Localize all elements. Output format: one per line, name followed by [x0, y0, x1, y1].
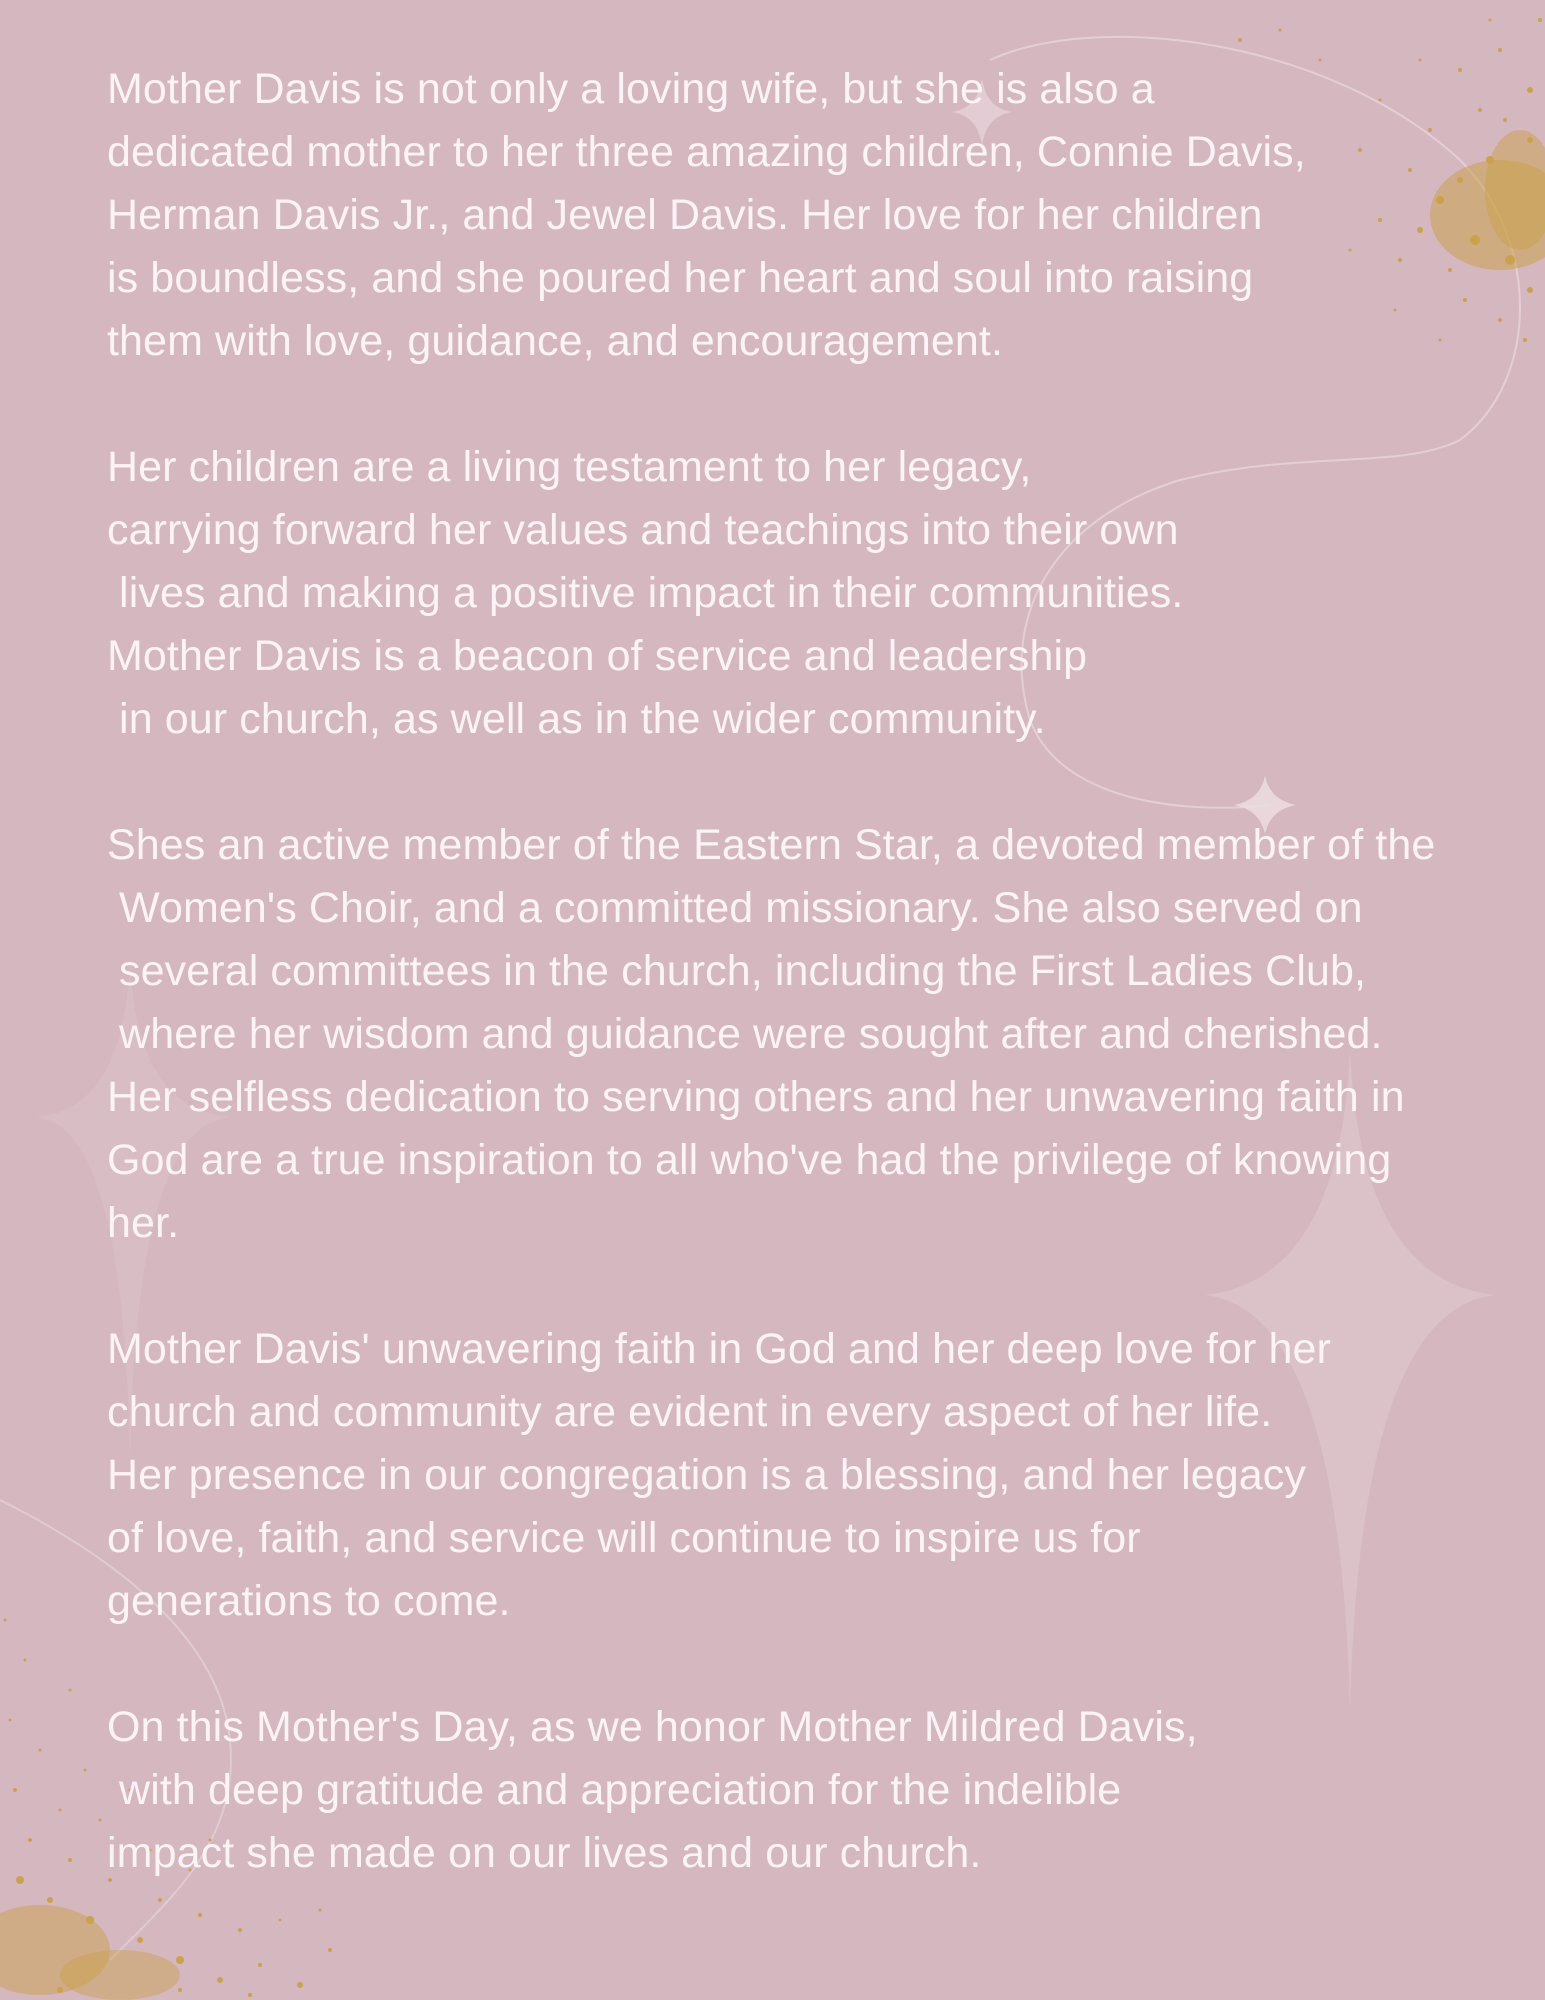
text-line: Her children are a living testament to her legacy,: [107, 443, 1032, 491]
text-line: Her presence in our congregation is a blessing, and her legacy: [107, 1451, 1306, 1499]
paragraph: [107, 58, 1545, 373]
paragraph: [107, 436, 1545, 751]
paragraph: [107, 1318, 1545, 1633]
text-line: generations to come.: [107, 1577, 511, 1625]
text-line: church and community are evident in every aspect of her life.: [107, 1388, 1273, 1436]
text-line: in our church, as well as in the wider community.: [107, 695, 1046, 743]
body-text: [107, 58, 1545, 1885]
text-line: of love, faith, and service will continue to inspire us for: [107, 1514, 1141, 1562]
text-line: them with love, guidance, and encouragement.: [107, 317, 1004, 365]
paragraph: [107, 814, 1545, 1255]
text-line: Mother Davis is a beacon of service and leadership: [107, 632, 1088, 680]
text-line: impact she made on our lives and our church.: [107, 1829, 982, 1877]
text-line: where her wisdom and guidance were sought after and cherished.: [107, 1010, 1383, 1058]
text-line: dedicated mother to her three amazing children, Connie Davis,: [107, 128, 1306, 176]
text-line: Women's Choir, and a committed missionary. She also served on: [107, 884, 1363, 932]
text-line: Mother Davis' unwavering faith in God and her deep love for her: [107, 1325, 1331, 1373]
text-line: Shes an active member of the Eastern Star, a devoted member of the: [107, 821, 1436, 869]
paragraph-gap: [107, 1633, 1545, 1696]
paragraph-gap: [107, 373, 1545, 436]
text-line: lives and making a positive impact in their communities.: [107, 569, 1184, 617]
text-line: Mother Davis is not only a loving wife, but she is also a: [107, 65, 1155, 113]
text-line: carrying forward her values and teachings into their own: [107, 506, 1179, 554]
paragraph: [107, 1696, 1545, 1885]
paragraph-gap: [107, 751, 1545, 814]
text-line: her.: [107, 1199, 180, 1247]
text-line: is boundless, and she poured her heart and soul into raising: [107, 254, 1254, 302]
text-line: God are a true inspiration to all who've had the privilege of knowing: [107, 1136, 1392, 1184]
paragraph-gap: [107, 1255, 1545, 1318]
text-line: Herman Davis Jr., and Jewel Davis. Her love for her children: [107, 191, 1263, 239]
text-line: On this Mother's Day, as we honor Mother Mildred Davis,: [107, 1703, 1198, 1751]
text-line: with deep gratitude and appreciation for the indelible: [107, 1766, 1122, 1814]
text-line: several committees in the church, including the First Ladies Club,: [107, 947, 1367, 995]
text-line: Her selfless dedication to serving others and her unwavering faith in: [107, 1073, 1405, 1121]
